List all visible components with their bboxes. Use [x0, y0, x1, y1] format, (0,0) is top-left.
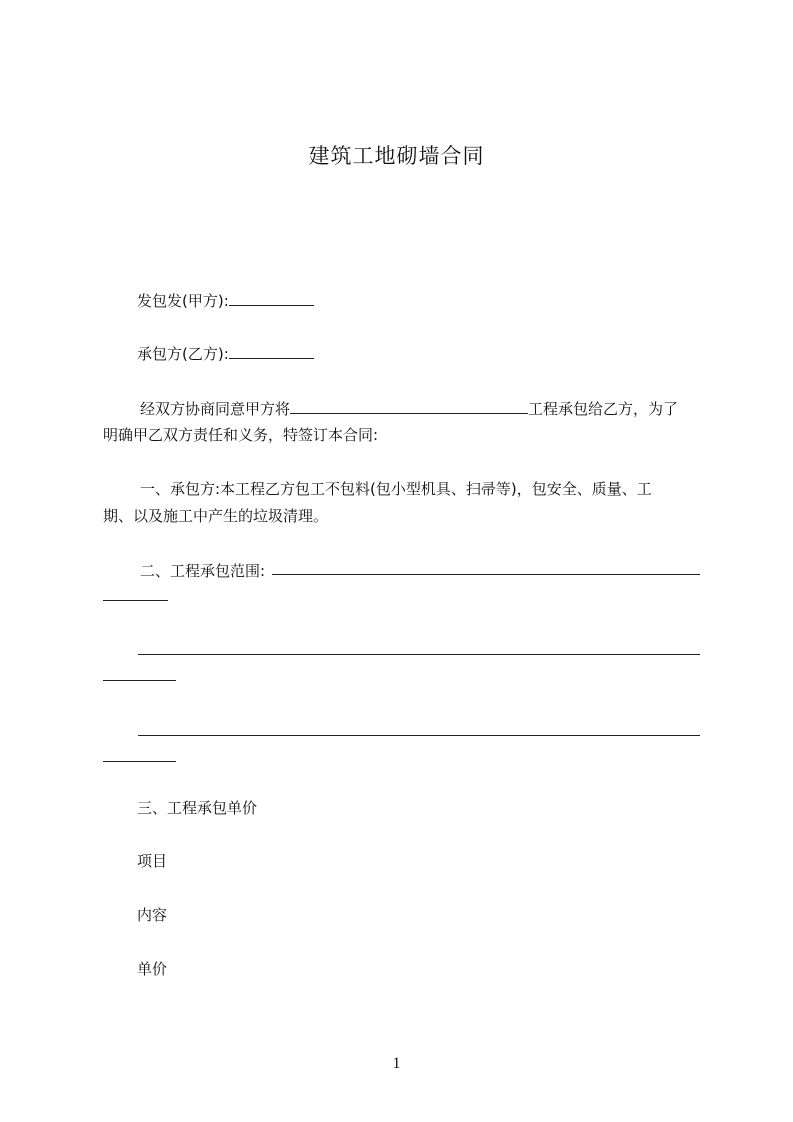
- intro-line-2: 明确甲乙双方责任和义务，特签订本合同:: [103, 426, 379, 444]
- party-b-label: 承包方(乙方):: [137, 345, 229, 363]
- clause-3-heading: 三、工程承包单价: [137, 799, 258, 817]
- contract-title: 建筑工地砌墙合同: [308, 144, 485, 168]
- scope-blank-3a: [138, 735, 700, 736]
- item-label: 项目: [137, 852, 168, 870]
- unit-price-label: 单价: [137, 960, 168, 978]
- intro-line-1: [140, 398, 678, 419]
- party-a-blank: [229, 290, 314, 306]
- scope-blank-1a: [272, 574, 700, 575]
- scope-blank-2b: [103, 680, 176, 681]
- clause-1-line-2: 期、以及施工中产生的垃圾清理。: [103, 507, 329, 525]
- project-name-blank: [290, 398, 528, 414]
- clause-2-label: 二、工程承包范围:: [140, 562, 266, 580]
- page-number: 1: [392, 1055, 401, 1072]
- intro-text-2: 工程承包给乙方，为了: [528, 400, 679, 418]
- intro-text-1: 经双方协商同意甲方将: [140, 400, 291, 418]
- clause-1-line-1: 一、承包方:本工程乙方包工不包料(包小型机具、扫帚等)，包安全、质量、工: [140, 480, 652, 498]
- scope-blank-1b: [103, 600, 168, 601]
- party-a-line: [137, 290, 314, 311]
- party-b-blank: [229, 343, 314, 359]
- scope-blank-3b: [103, 761, 176, 762]
- scope-blank-2a: [138, 654, 700, 655]
- party-b-line: [137, 343, 314, 364]
- party-a-label: 发包发(甲方):: [137, 292, 229, 310]
- content-label: 内容: [137, 906, 168, 924]
